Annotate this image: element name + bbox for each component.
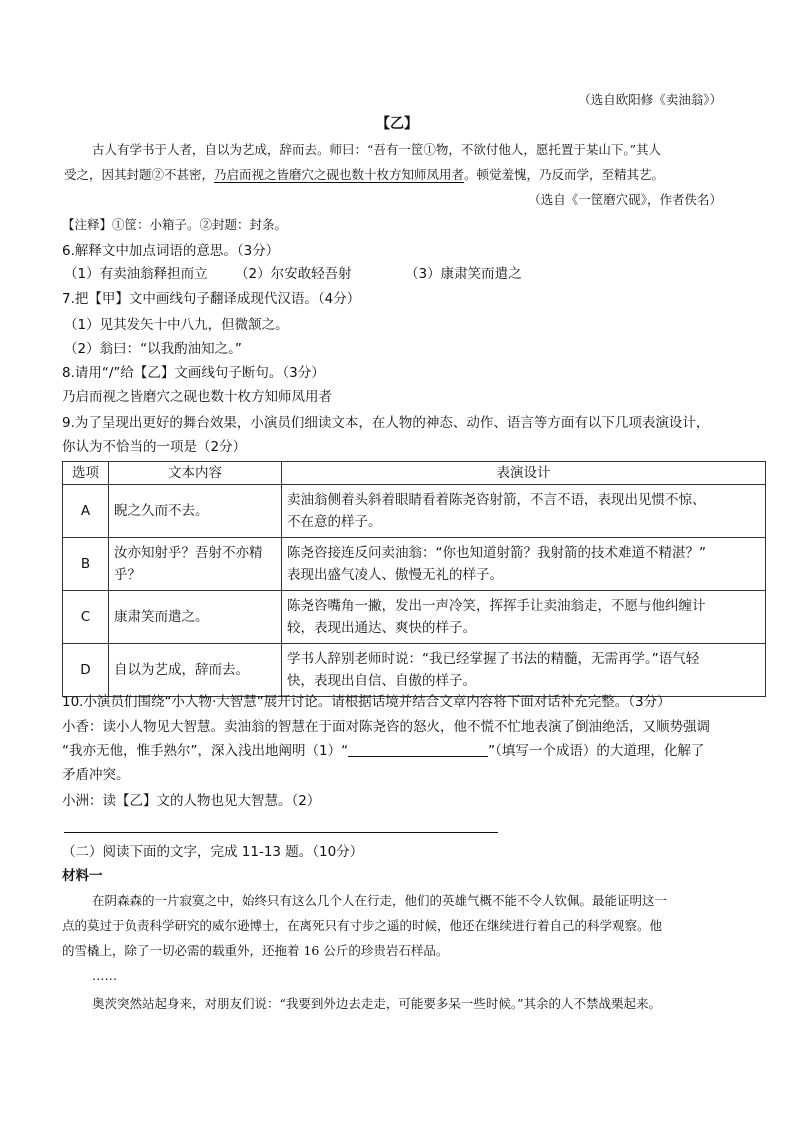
header-text: 文本内容 [109, 462, 282, 485]
performance-design: 卖油翁侧着头斜着眼睛看着陈尧咨射箭，不言不语，表现出见惯不惊、 不在意的样子。 [282, 485, 766, 538]
text-content: 睨之久而不去。 [109, 485, 282, 538]
q10-stem: 10.小演员们围绕“小人物·大智慧”展开讨论。请根据话境并结合文章内容将下面对话补充完整。（3分） [62, 694, 671, 710]
table-header-row [63, 462, 766, 485]
passage-b-line2 [64, 165, 664, 185]
source-yi: （选自《一筐磨穴砚》，作者佚名） [528, 192, 722, 207]
material-p1-line3: 的雪橇上，除了一切必需的载重外，还拖着 16 公斤的珍贵岩石样品。 [62, 943, 449, 958]
table-row [63, 485, 766, 538]
material-one-title: 材料一 [62, 868, 103, 884]
option-label: B [63, 538, 109, 591]
source-jia: （选自欧阳修《卖油翁》） [578, 92, 722, 107]
passage-b-title: 【乙】 [376, 116, 418, 132]
material-p2: 奥茨突然站起身来，对朋友们说：“我要到外边去走走，可能要多呆一些时候。”其余的人不禁战栗起来。 [92, 996, 662, 1011]
table-row [63, 591, 766, 644]
header-option: 选项 [63, 462, 109, 485]
ellipsis: …… [92, 968, 117, 983]
q10-xiaoxiang-line3: 矛盾冲突。 [62, 767, 130, 783]
passage-b-underlined-sentence: 乃启而视之皆磨穴之砚也数十枚方知师凤用者 [214, 167, 465, 182]
table-row [63, 538, 766, 591]
option-label: D [63, 644, 109, 697]
text-content: 汝亦知射乎？吾射不亦精 乎？ [109, 538, 282, 591]
q7-item-1: （1）见其发矢十中八九，但微颔之。 [64, 317, 289, 333]
performance-design: 学书人辞别老师时说：“我已经掌握了书法的精髓，无需再学。”语气轻 快，表现出自信、自傲的样子。 [282, 644, 766, 697]
performance-design: 陈尧咨接连反问卖油翁：“你也知道射箭？我射箭的技术难道不精湛？” 表现出盛气凌人、傲慢无礼的样子。 [282, 538, 766, 591]
q6-item-1: （1）有卖油翁释担而立 [64, 266, 208, 282]
q9-stem-line2: 你认为不恰当的一项是（2分） [62, 439, 247, 455]
passage-b-line2-post: 。顿觉羞愧，乃反而学，至精其艺。 [464, 167, 665, 182]
idiom-answer-blank[interactable] [348, 742, 488, 757]
q6-item-2: （2）尔安敢轻吾射 [235, 266, 352, 282]
material-p1-line2: 点的莫过于负责科学研究的威尔逊博士，在离死只有寸步之遥的时候，他还在继续进行着自己的科学观察。他 [62, 918, 663, 933]
q7-item-2: （2）翁曰：“以我酌油知之。” [64, 341, 242, 357]
text-content: 康肃笑而遣之。 [109, 591, 282, 644]
passage-b-line1: 古人有学书于人者，自以为艺成，辞而去。师曰：“吾有一筐①物，不欲付他人，愿托置于某山下。”其人 [92, 142, 662, 157]
q10-xiaoxiang-line2: “我亦无他，惟手熟尔”，深入浅出地阐明（1）“ ”（填写一个成语）的大道理，化解了 [62, 743, 705, 759]
performance-design-table [62, 461, 766, 697]
q6-stem: 6.解释文中加点词语的意思。（3分） [62, 243, 280, 259]
q6-item-3: （3）康肃笑而遣之 [405, 266, 522, 282]
q7-stem: 7.把【甲】文中画线句子翻译成现代汉语。（4分） [62, 291, 361, 307]
q10-xiaozhou: 小洲：读【乙】文的人物也见大智慧。（2） [62, 793, 321, 809]
q8-stem: 8.请用“/”给【乙】文画线句子断句。（3分） [62, 365, 325, 381]
option-label: C [63, 591, 109, 644]
q9-stem-line1: 9.为了呈现出更好的舞台效果，小演员们细读文本，在人物的神态、动作、语言等方面有以下几项表演设计， [62, 415, 710, 431]
q10-xiaoxiang-line1: 小香：读小人物见大智慧。卖油翁的智慧在于面对陈尧咨的怒火，他不慌不忙地表演了倒油绝活，又顺势强调 [62, 719, 710, 735]
option-label: A [63, 485, 109, 538]
answer-line[interactable] [64, 832, 498, 833]
section2-stem: （二）阅读下面的文字，完成 11-13 题。（10分） [62, 844, 364, 860]
text-content: 自以为艺成，辞而去。 [109, 644, 282, 697]
table-row [63, 644, 766, 697]
performance-design: 陈尧咨嘴角一撇，发出一声冷笑，挥挥手让卖油翁走，不愿与他纠缠计 较，表现出通达、爽快的样子。 [282, 591, 766, 644]
passage-b-line2-pre: 受之，因其封题②不甚密， [64, 167, 215, 182]
annotation: 【注释】①筐：小箱子。②封题：封条。 [62, 217, 288, 232]
header-design: 表演设计 [282, 462, 766, 485]
q8-sentence: 乃启而视之皆磨穴之砚也数十枚方知师凤用者 [62, 389, 332, 405]
material-p1-line1: 在阴森森的一片寂寞之中，始终只有这么几个人在行走，他们的英雄气概不能不令人钦佩。最能证明这一 [92, 893, 668, 908]
